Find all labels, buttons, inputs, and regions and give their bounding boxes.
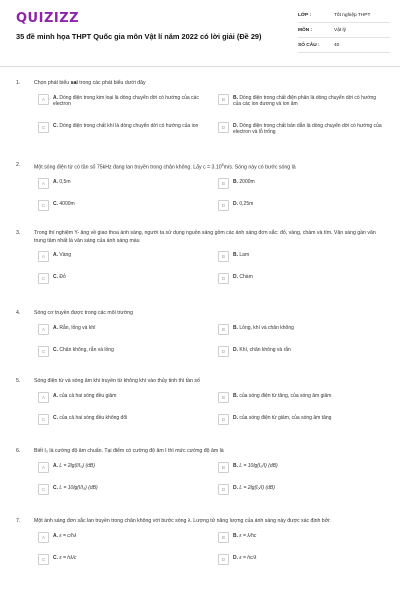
option-letter-box: B — [218, 392, 229, 403]
option-letter-box: D — [218, 414, 229, 425]
question-text: Trong thí nghiệm Y- âng về giao thoa ánh sáng, người ta sử dụng nguồn sáng gồm các ánh sáng đơn sắc: đỏ, vàng, chàm và tím. Vân sáng gần vân trung tâm nhất là vân sáng của ánh sáng màu — [34, 230, 376, 244]
option-letter-box: C — [38, 200, 49, 211]
option-letter-box: A — [38, 94, 49, 105]
option-letter-box: D — [218, 484, 229, 495]
question-6 — [16, 448, 388, 511]
option-letter-box: D — [218, 273, 229, 284]
option-c[interactable]: C C. Đỏ — [38, 274, 203, 284]
meta-table — [298, 8, 390, 53]
question-3 — [16, 230, 388, 300]
meta-row-class — [298, 8, 390, 23]
option-letter-box: D — [218, 554, 229, 565]
option-c[interactable]: C C. 4000m — [38, 201, 203, 211]
option-c[interactable]: C C. Chân không, rắn và lỏng — [38, 347, 203, 357]
question-2 — [16, 162, 388, 227]
meta-row-subject — [298, 23, 390, 38]
option-letter-box: C — [38, 273, 49, 284]
option-b[interactable]: B B. Lỏng, khí và chân không — [218, 325, 383, 335]
question-text: Sóng cơ truyền được trong các môi trường — [34, 310, 134, 316]
option-d[interactable]: D D. Khí, chân không và rắn — [218, 347, 383, 357]
option-b[interactable]: B B. của sóng điện từ tăng, của sóng âm giảm — [218, 393, 383, 403]
option-letter-box: D — [218, 122, 229, 133]
option-a[interactable]: A A. L = 2lg(I/I₀) (dB) — [38, 463, 203, 473]
meta-value: Tốt nghiệp THPT — [334, 12, 371, 18]
option-b[interactable]: B B. Dòng điện trong chất điện phân là dòng chuyển dời có hướng của các ion dương và ion âm — [218, 95, 383, 108]
option-d[interactable]: D D. ε = hc/λ — [218, 555, 383, 565]
option-c[interactable]: C C. của cả hai sóng đều không đổi — [38, 415, 203, 425]
option-letter-box: A — [38, 532, 49, 543]
question-number: 3. — [16, 230, 21, 236]
option-letter-box: B — [218, 94, 229, 105]
option-letter-box: B — [218, 251, 229, 262]
option-c[interactable]: C C. L = 10lg(I/I₀) (dB) — [38, 485, 203, 495]
option-letter-box: C — [38, 554, 49, 565]
meta-key: LỚP : — [298, 12, 312, 18]
option-letter-box: A — [38, 392, 49, 403]
option-letter-box: B — [218, 324, 229, 335]
option-letter-box: D — [218, 200, 229, 211]
quizizz-logo: QUIZIZZ — [16, 11, 80, 26]
option-b[interactable]: B B. L = 10lg(I₀/I) (dB) — [218, 463, 383, 473]
option-letter-box: B — [218, 178, 229, 189]
meta-value: Vật lý — [334, 27, 346, 33]
meta-key: SỐ CÂU : — [298, 42, 320, 48]
question-number: 7. — [16, 518, 21, 524]
question-number: 6. — [16, 448, 21, 454]
question-text: Sóng điện từ và sóng âm khi truyền từ không khí vào thủy tinh thì tần số — [34, 378, 200, 384]
option-b[interactable]: B B. 2000m — [218, 179, 383, 189]
worksheet-header — [0, 0, 400, 67]
question-7 — [16, 518, 388, 581]
option-a[interactable]: A A. Rắn, lỏng và khí — [38, 325, 203, 335]
option-letter-box: D — [218, 346, 229, 357]
option-d[interactable]: D D. Dòng điện trong chất bán dẫn là dòng chuyển dời có hướng của electron và lỗ trống — [218, 123, 383, 136]
option-a[interactable]: A A. Dòng điện trong kim loại là dòng chuyển dời có hướng của các electron — [38, 95, 203, 108]
option-c[interactable]: C C. ε = hλ/c — [38, 555, 203, 565]
option-letter-box: C — [38, 484, 49, 495]
question-number: 2. — [16, 162, 21, 168]
question-text: Chọn phát biểu sai trong các phát biểu dưới đây — [34, 80, 146, 86]
question-5 — [16, 378, 388, 441]
meta-key: MÔN : — [298, 27, 313, 33]
option-d[interactable]: D D. 0,25m — [218, 201, 383, 211]
option-letter-box: B — [218, 532, 229, 543]
option-a[interactable]: A A. của cả hai sóng đều giảm — [38, 393, 203, 403]
question-number: 5. — [16, 378, 21, 384]
question-number: 4. — [16, 310, 21, 316]
option-letter-box: A — [38, 251, 49, 262]
option-a[interactable]: A A. Vàng — [38, 252, 203, 262]
question-4 — [16, 310, 388, 373]
question-text: Một sóng điện từ có tần số 75kHz đang lan truyền trong chân không. Lấy $c = 3.10^8m/s$. Sóng này có bước sóng là — [34, 163, 296, 171]
option-c[interactable]: C C. Dòng điện trong chất khí là dòng chuyển dời có hướng của ion — [38, 123, 203, 133]
option-b[interactable]: B B. ε = λ/hc — [218, 533, 383, 543]
option-a[interactable]: A A. ε = c/hλ — [38, 533, 203, 543]
question-text: Biết I₀ là cường độ âm chuẩn. Tại điểm có cường độ âm I thì mức cường độ âm là — [34, 448, 224, 454]
option-letter-box: A — [38, 178, 49, 189]
option-letter-box: A — [38, 324, 49, 335]
option-d[interactable]: D D. của sóng điện từ giảm, của sóng âm tăng — [218, 415, 383, 425]
option-d[interactable]: D D. L = 2lg(I₀/I) (dB) — [218, 485, 383, 495]
option-letter-box: C — [38, 414, 49, 425]
document-title: 35 đề minh họa THPT Quốc gia môn Vật lí năm 2022 có lời giải (Đề 29) — [16, 32, 262, 41]
option-a[interactable]: A A. 0,5m — [38, 179, 203, 189]
question-1 — [16, 80, 388, 151]
question-number: 1. — [16, 80, 21, 86]
meta-value: 40 — [334, 42, 340, 48]
option-letter-box: C — [38, 346, 49, 357]
meta-row-count — [298, 38, 390, 53]
option-b[interactable]: B B. Lam — [218, 252, 383, 262]
option-d[interactable]: D D. Chàm — [218, 274, 383, 284]
question-text: Một ánh sáng đơn sắc lan truyền trong chân không với bước sóng λ. Lượng tử năng lượng của ánh sáng này được xác định bởi: — [34, 518, 331, 524]
option-letter-box: C — [38, 122, 49, 133]
option-letter-box: A — [38, 462, 49, 473]
option-letter-box: B — [218, 462, 229, 473]
